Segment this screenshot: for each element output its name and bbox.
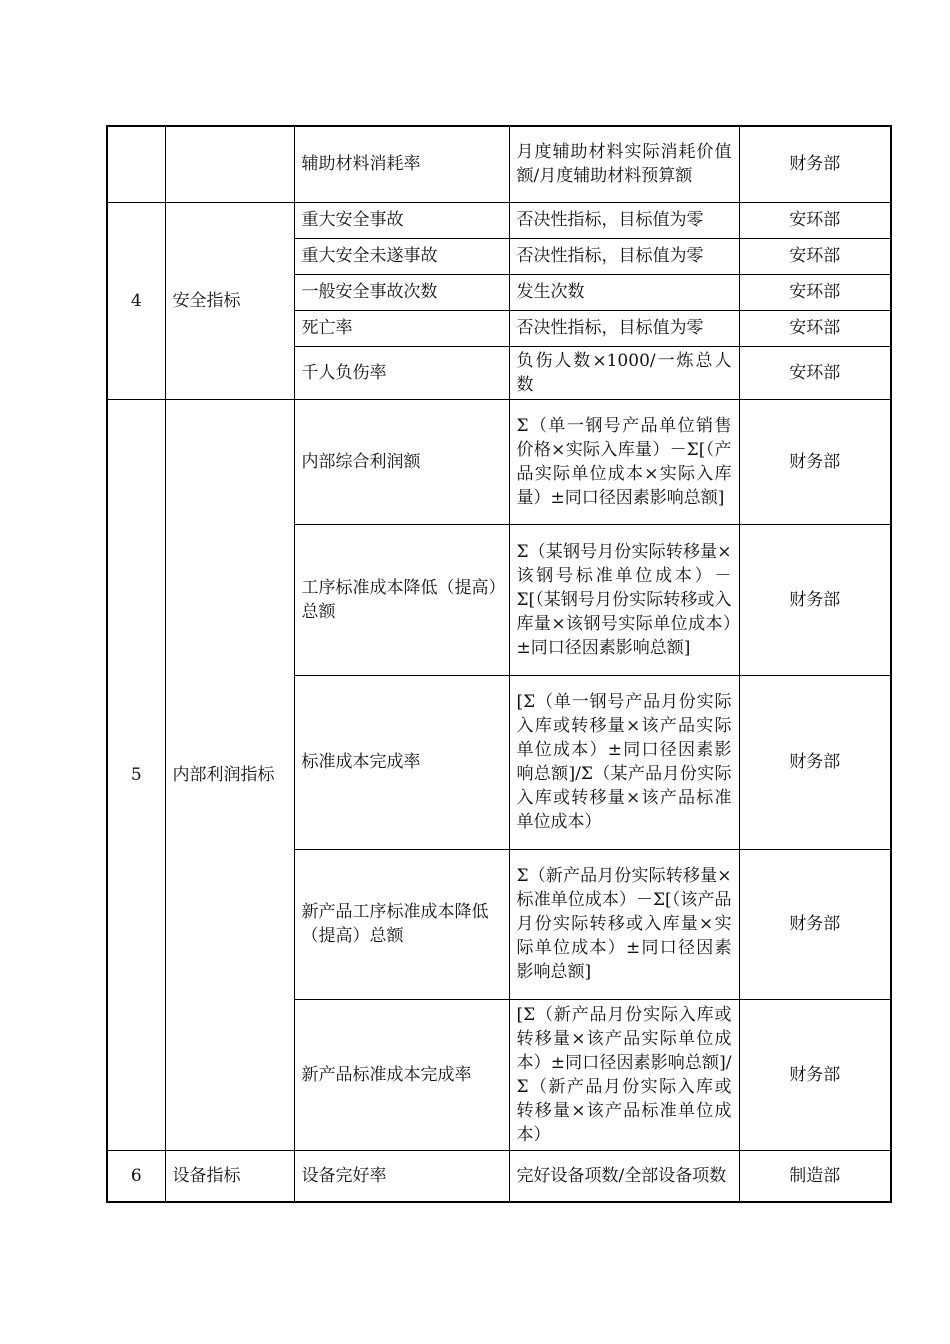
formula-cell: 完好设备项数/全部设备项数 — [509, 1150, 739, 1202]
formula-cell: 否决性指标，目标值为零 — [509, 238, 739, 274]
indicator-name-cell: 设备完好率 — [294, 1150, 509, 1202]
department-cell: 安环部 — [739, 346, 891, 399]
table-row — [107, 399, 891, 524]
department-cell: 财务部 — [739, 999, 891, 1150]
indicator-name-cell: 重大安全事故 — [294, 202, 509, 238]
indicator-name-cell: 标准成本完成率 — [294, 675, 509, 849]
formula-cell: Σ（单一钢号产品单位销售价格×实际入库量）－Σ[（产品实际单位成本×实际入库量）±同口径因素影响总额] — [509, 399, 739, 524]
formula-cell: Σ（新产品月份实际转移量×标准单位成本）－Σ[（该产品月份实际转移或入库量×实际单位成本）±同口径因素影响总额] — [509, 849, 739, 999]
indicator-name-cell: 辅助材料消耗率 — [294, 126, 509, 202]
department-cell: 安环部 — [739, 238, 891, 274]
indicator-name-cell: 新产品工序标准成本降低（提高）总额 — [294, 849, 509, 999]
row-number-cell — [107, 126, 165, 202]
department-cell: 财务部 — [739, 675, 891, 849]
formula-cell: Σ（某钢号月份实际转移量×该钢号标准单位成本）－Σ[（某钢号月份实际转移或入库量×该钢号实际单位成本）±同口径因素影响总额] — [509, 524, 739, 675]
formula-cell: [Σ（新产品月份实际入库或转移量×该产品实际单位成本）±同口径因素影响总额]/Σ（新产品月份实际入库或转移量×该产品标准单位成本） — [509, 999, 739, 1150]
row-number-cell: 6 — [107, 1150, 165, 1202]
category-cell: 设备指标 — [165, 1150, 294, 1202]
department-cell: 安环部 — [739, 202, 891, 238]
indicator-name-cell: 死亡率 — [294, 310, 509, 346]
formula-cell: 月度辅助材料实际消耗价值额/月度辅助材料预算额 — [509, 126, 739, 202]
indicator-name-cell: 千人负伤率 — [294, 346, 509, 399]
indicator-table — [106, 125, 892, 1203]
row-number-cell: 5 — [107, 399, 165, 1150]
formula-cell: [Σ（单一钢号产品月份实际入库或转移量×该产品实际单位成本）±同口径因素影响总额]/Σ（某产品月份实际入库或转移量×该产品标准单位成本） — [509, 675, 739, 849]
category-cell — [165, 126, 294, 202]
formula-cell: 负伤人数×1000/一炼总人数 — [509, 346, 739, 399]
category-cell: 安全指标 — [165, 202, 294, 399]
department-cell: 财务部 — [739, 399, 891, 524]
row-number-cell: 4 — [107, 202, 165, 399]
category-cell: 内部利润指标 — [165, 399, 294, 1150]
indicator-name-cell: 内部综合利润额 — [294, 399, 509, 524]
indicator-name-cell: 新产品标准成本完成率 — [294, 999, 509, 1150]
department-cell: 财务部 — [739, 849, 891, 999]
department-cell: 财务部 — [739, 126, 891, 202]
table-row — [107, 126, 891, 202]
department-cell: 制造部 — [739, 1150, 891, 1202]
formula-cell: 否决性指标，目标值为零 — [509, 202, 739, 238]
indicator-name-cell: 重大安全未遂事故 — [294, 238, 509, 274]
indicator-name-cell: 一般安全事故次数 — [294, 274, 509, 310]
department-cell: 安环部 — [739, 274, 891, 310]
indicator-name-cell: 工序标准成本降低（提高）总额 — [294, 524, 509, 675]
table-row — [107, 202, 891, 238]
formula-cell: 否决性指标，目标值为零 — [509, 310, 739, 346]
department-cell: 财务部 — [739, 524, 891, 675]
department-cell: 安环部 — [739, 310, 891, 346]
table-row — [107, 1150, 891, 1202]
formula-cell: 发生次数 — [509, 274, 739, 310]
